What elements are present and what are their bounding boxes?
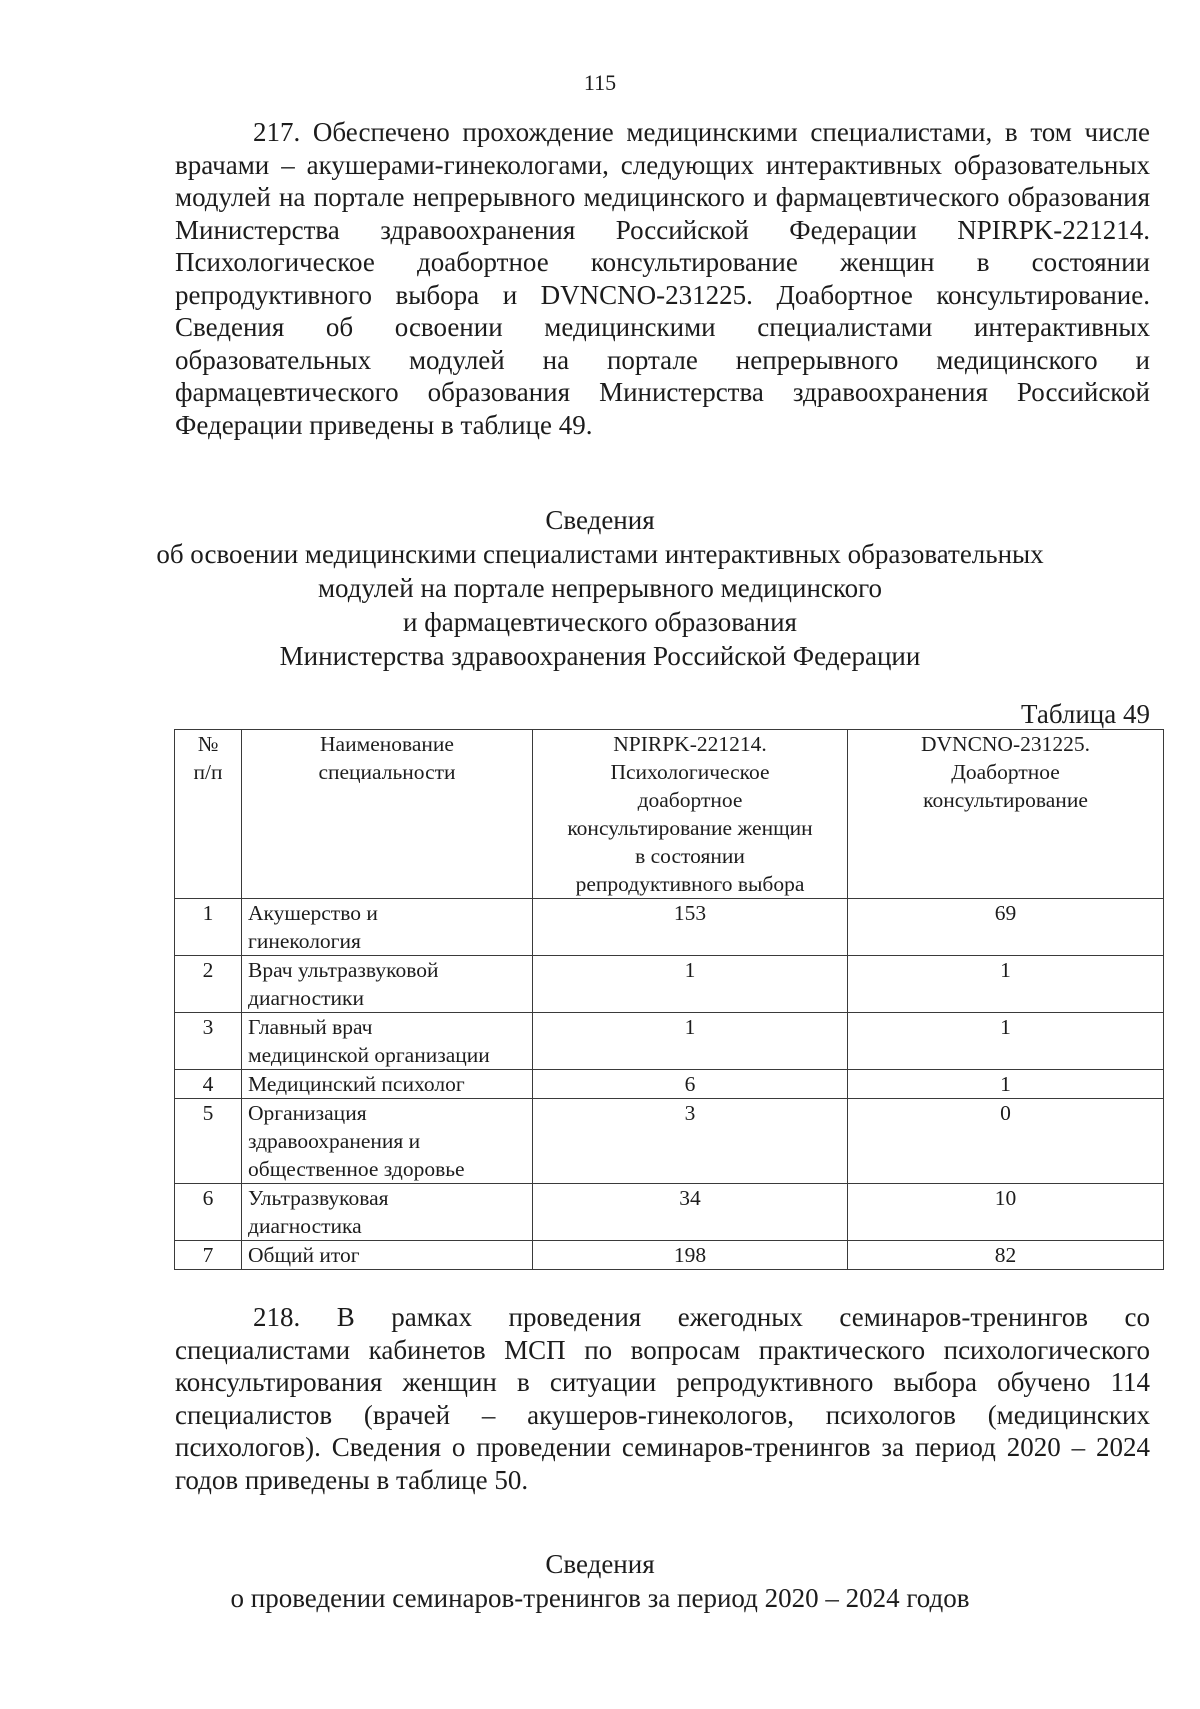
row-value-npirpk: 1 (533, 1013, 848, 1070)
row-value-npirpk: 1 (533, 956, 848, 1013)
caption-line: об освоении медицинскими специалистами интерактивных образовательных (156, 539, 1044, 569)
table-49 (174, 729, 1164, 1270)
row-num: 3 (175, 1013, 242, 1070)
table-body (175, 899, 1164, 1270)
row-value-npirpk: 198 (533, 1241, 848, 1270)
row-num: 4 (175, 1070, 242, 1099)
table-row (175, 899, 1164, 956)
table-row (175, 1099, 1164, 1184)
table-49-caption (0, 503, 1200, 673)
row-value-npirpk: 153 (533, 899, 848, 956)
header-specialty: Наименование специальности (242, 730, 533, 899)
row-num: 7 (175, 1241, 242, 1270)
paragraph-217: 217. Обеспечено прохождение медицинскими специалистами, в том числе врачами – акушерами-гинекологами, следующих интерактивных образовательных модулей на портале непрерывного медицинского и фармацевтического образования Министерства здравоохранения Российской Федерации NPIRPK-221214. Психологическое доабортное консультирование женщин в состоянии репродуктивного выбора и DVNCNO-231225. Доабортное консультирование. Сведения об освоении медицинскими специалистами интерактивных образовательных модулей на портале непрерывного медицинского и фармацевтического образования Министерства здравоохранения Российской Федерации приведены в таблице 49. (175, 117, 1150, 440)
caption-line: Министерства здравоохранения Российской Федерации (279, 641, 921, 671)
row-num: 2 (175, 956, 242, 1013)
caption-line: и фармацевтического образования (403, 607, 797, 637)
row-specialty: Общий итог (242, 1241, 533, 1270)
table-row (175, 1184, 1164, 1241)
caption-line: Сведения (545, 505, 655, 535)
paragraph-218: 218. В рамках проведения ежегодных семинаров-тренингов со специалистами кабинетов МСП по вопросам практического психологического консультирования женщин в ситуации репродуктивного выбора обучено 114 специалистов (врачей – акушеров-гинекологов, психологов (медицинских психологов). Сведения о проведении семинаров-тренингов за период 2020 – 2024 годов приведены в таблице 50. (175, 1302, 1150, 1495)
row-value-dvncno: 0 (848, 1099, 1164, 1184)
row-specialty: Главный врач медицинской организации (242, 1013, 533, 1070)
row-specialty: Ультразвуковая диагностика (242, 1184, 533, 1241)
row-value-dvncno: 82 (848, 1241, 1164, 1270)
caption-line: о проведении семинаров-тренингов за период 2020 – 2024 годов (230, 1583, 970, 1613)
row-num: 1 (175, 899, 242, 956)
table-row (175, 1070, 1164, 1099)
row-specialty: Врач ультразвуковой диагностики (242, 956, 533, 1013)
row-num: 6 (175, 1184, 242, 1241)
row-value-dvncno: 1 (848, 956, 1164, 1013)
row-specialty: Акушерство и гинекология (242, 899, 533, 956)
row-value-npirpk: 3 (533, 1099, 848, 1184)
row-value-npirpk: 6 (533, 1070, 848, 1099)
table-row (175, 1013, 1164, 1070)
row-num: 5 (175, 1099, 242, 1184)
table-header-row (175, 730, 1164, 899)
table-row (175, 956, 1164, 1013)
row-value-npirpk: 34 (533, 1184, 848, 1241)
table-50-caption (0, 1547, 1200, 1615)
row-value-dvncno: 1 (848, 1013, 1164, 1070)
row-value-dvncno: 10 (848, 1184, 1164, 1241)
caption-line: модулей на портале непрерывного медицинского (317, 573, 883, 603)
row-specialty: Организация здравоохранения и общественное здоровье (242, 1099, 533, 1184)
table-49-label: Таблица 49 (1021, 699, 1150, 729)
header-module-npirpk: NPIRPK-221214. Психологическое доабортное консультирование женщин в состоянии репродуктивного выбора (533, 730, 848, 899)
row-value-dvncno: 69 (848, 899, 1164, 956)
header-module-dvncno: DVNCNO-231225. Доабортное консультирование (848, 730, 1164, 899)
row-specialty: Медицинский психолог (242, 1070, 533, 1099)
row-value-dvncno: 1 (848, 1070, 1164, 1099)
page-number: 115 (583, 70, 617, 95)
table-row (175, 1241, 1164, 1270)
caption-line: Сведения (545, 1549, 655, 1579)
header-num: № п/п (175, 730, 242, 899)
